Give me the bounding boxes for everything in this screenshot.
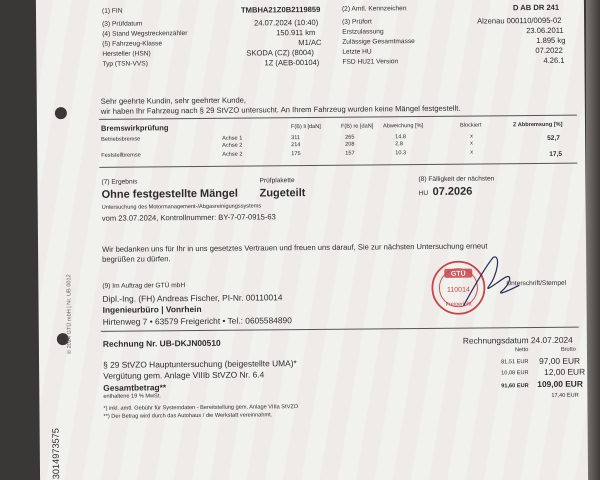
total-netto: 91,60 EUR — [501, 383, 529, 390]
page-edge-shadow — [586, 0, 600, 480]
plakette-label: Prüfplakette — [259, 177, 295, 185]
inspector-name: Dipl.-Ing. (FH) Andreas Fischer, PI-Nr. 00110014 — [102, 292, 283, 304]
auftrag-text: (9) Im Auftrag der GTÜ mbH — [102, 282, 186, 290]
brake-row-z: 17,5 — [549, 150, 563, 158]
brake-row-achse: Achse 1 — [222, 135, 243, 142]
divider — [101, 327, 579, 332]
pruefdatum-value: 24.07.2024 (10:40) — [254, 17, 319, 28]
salutation: Sehr geehrte Kundin, sehr geehrter Kunde, — [100, 95, 247, 106]
invoice-date: Rechnungsdatum 24.07.2024 — [462, 334, 573, 346]
fin-value: TMBHA21Z0B2119859 — [240, 4, 321, 15]
mwst-value: 17,40 EUR — [551, 392, 579, 399]
serial-number: 3014973575 — [50, 428, 62, 480]
brake-row-fl: 214 — [291, 142, 301, 149]
total-brutto: 109,00 EUR — [537, 378, 583, 390]
invoice-line-brutto: 97,00 EUR — [539, 355, 581, 367]
brake-row-fr: 157 — [345, 150, 355, 157]
netto-label: Netto — [514, 347, 529, 354]
gesamtmasse-value: 1.895 kg — [536, 35, 566, 46]
signature-label: Unterschrift/Stempel — [506, 279, 567, 288]
footnote-2: **) Der Betrag wird durch das Autohaus / die Werkstatt vereinnahmt. — [103, 412, 273, 420]
hu-label: HU — [418, 189, 429, 198]
total-label: Gesamtbetrag** — [103, 382, 167, 393]
brake-row-block: x — [470, 149, 474, 156]
brake-row-abw: 2.8 — [395, 141, 403, 148]
invoice-line-text: § 29 StVZO Hauptuntersuchung (beigestellte UMA)* — [103, 358, 297, 370]
invoice-line-brutto: 12,00 EUR — [544, 366, 586, 377]
inspector-address: Hirtenweg 7 • 63579 Freigericht • Tel.: 0605584890 — [102, 315, 292, 327]
inspector-office: Ingenieurbüro | Vonrhein — [102, 303, 202, 315]
invoice-number: Rechnung Nr. UB-DKJN00510 — [102, 337, 221, 349]
fsd-value: 4.26.1 — [543, 55, 565, 65]
divider — [99, 163, 577, 168]
motor-value: vom 23.07.2024, Kontrollnummer: BY-7-07-0915-63 — [101, 212, 276, 223]
thanks-line-2: begrüßen zu dürfen. — [102, 254, 171, 264]
divider — [99, 115, 577, 120]
letzte-hu-value: 07.2022 — [535, 45, 563, 56]
kennzeichen-label: (2) Amtl. Kennzeichen — [341, 5, 407, 13]
invoice-line-netto: 81,51 EUR — [501, 359, 529, 366]
stamp-mid-text: 110014 — [446, 286, 470, 294]
kennzeichen-value: D AB DR 241 — [512, 2, 560, 13]
hersteller-value: SKODA (CZ) (8004) — [246, 47, 314, 58]
brake-row-z: 52,7 — [547, 134, 560, 142]
brake-row-achse: Achse 2 — [222, 142, 243, 149]
km-label: (4) Stand Wegstreckenzähler — [102, 30, 188, 38]
brake-row-abw: 14.8 — [395, 134, 407, 141]
official-stamp-and-signature — [423, 255, 554, 326]
ergebnis-label: (7) Ergebnis — [101, 178, 138, 186]
brake-col-z: Z Abbremsung [%] — [512, 121, 563, 129]
pruefort-label: (3) Prüfort — [342, 18, 372, 26]
brake-row-fl: 175 — [291, 151, 301, 158]
brake-col-block: Blockiert — [459, 122, 482, 129]
erstzulassung-value: 23.06.2011 — [526, 25, 564, 36]
motor-line: Untersuchung des Motormanagement-/Abgasreinigungssystems — [101, 203, 262, 211]
pruefdatum-label: (3) Prüfdatum — [102, 20, 143, 28]
brake-row-block: x — [470, 133, 473, 140]
typ-label: Typ (TSN-VVS) — [102, 60, 148, 68]
brake-row-achse: Achse 2 — [222, 151, 243, 158]
intro-text: wir haben Ihr Fahrzeug nach § 29 StVZO untersucht. An Ihrem Fahrzeug wurden keine Mängel festgestellt. — [100, 103, 461, 116]
brutto-label: Brutto — [560, 346, 576, 353]
klasse-label: (5) Fahrzeug-Klasse — [102, 40, 163, 48]
brake-row-label: Feststellbremse — [101, 152, 141, 159]
erstzulassung-label: Erstzulassung — [342, 28, 384, 36]
thanks-line-1: Wir bedanken uns für Ihr in uns gesetztes Vertrauen und freuen uns darauf, Sie zur nächsten Untersuchung erneut — [102, 241, 488, 254]
typ-value: 1Z (AEB-00104) — [264, 57, 320, 68]
margin-small-print: © 2024 GTÜ mbH | Nr. UB 0012 — [66, 274, 73, 355]
invoice-line-netto: 10,08 EUR — [501, 370, 529, 377]
footnote-1: *) inkl. amtl. Gebühr für Systemdaten - Bereitstellung gem. Anlage VIIIa StVZO — [103, 404, 299, 412]
punch-hole-top — [55, 107, 67, 119]
gesamtmasse-label: Zulässige Gesamtmasse — [342, 38, 415, 46]
brake-col-fr: F(B) re [daN] — [340, 123, 374, 130]
mwst-label: enthaltene 19 % MwSt. — [103, 393, 161, 400]
faelligkeit-value: 07.2026 — [432, 185, 473, 198]
km-value: 150.911 km — [276, 27, 316, 38]
brake-col-abw: Abweichung [%] — [382, 123, 424, 130]
stamp-seal — [432, 261, 484, 313]
brake-row-label: Betriebsbremse — [101, 136, 141, 143]
brake-row-fr: 208 — [345, 141, 355, 148]
brake-title: Bremswirkprüfung — [100, 123, 169, 133]
klasse-value: M1/AC — [298, 37, 322, 48]
pruefort-value: Alzenau 000110/0095-02 — [477, 15, 562, 26]
fin-label: (1) FIN — [101, 7, 123, 15]
hersteller-label: Hersteller (HSN) — [102, 50, 151, 58]
brake-row-fr: 265 — [345, 134, 355, 141]
fsd-label: FSD HU21 Version — [342, 58, 399, 66]
hu-report-sheet — [36, 0, 588, 480]
invoice-line-text: Vergütung gem. Anlage VIIIb StVZO Nr. 6.4 — [103, 369, 265, 381]
plakette-value: Zugeteilt — [259, 187, 306, 200]
brake-row-fl: 311 — [291, 135, 301, 142]
brake-row-abw: 10.3 — [395, 150, 407, 157]
stamp-top-text: GTÜ — [450, 270, 466, 278]
brake-row-block: x — [470, 140, 473, 147]
signature-stroke — [463, 257, 519, 306]
faelligkeit-label: (8) Fälligkeit der nächsten — [418, 175, 495, 184]
letzte-hu-label: Letzte HU — [342, 48, 372, 56]
brake-col-fl: F(B) li [daN] — [290, 123, 321, 131]
stamp-bottom-text: Freigericht — [445, 301, 472, 308]
ergebnis-value: Ohne festgestellte Mängel — [101, 187, 238, 201]
